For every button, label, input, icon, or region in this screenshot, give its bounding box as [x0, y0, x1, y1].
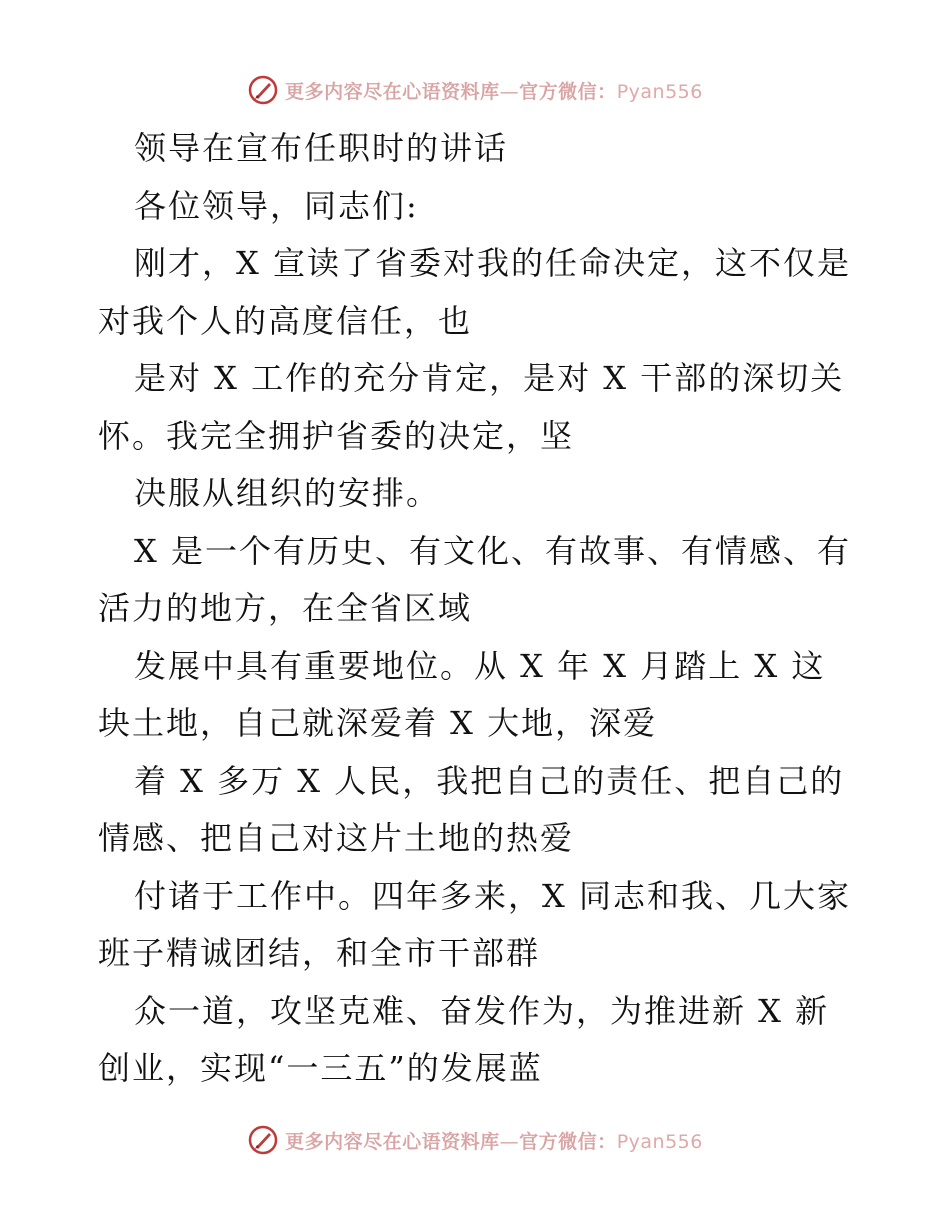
header-watermark	[0, 70, 950, 110]
watermark-wechat-id: Pyan556	[616, 80, 703, 103]
watermark-dash: —	[499, 80, 520, 103]
quill-logo-icon	[247, 1124, 279, 1156]
paragraph-line: 情感、把自己对这片土地的热爱	[98, 819, 575, 857]
paragraph-line: 着 X 多万 X 人民，我把自己的责任、把自己的	[134, 761, 845, 800]
paragraph-line: 对我个人的高度信任，也	[98, 301, 473, 340]
paragraph-line: 是对 X 工作的充分肯定，是对 X 干部的深切关	[134, 359, 845, 397]
quill-logo-icon	[247, 74, 279, 106]
document-body	[98, 120, 858, 1098]
watermark-brand: 更多内容尽在心语资料库	[285, 80, 500, 103]
watermark-brand: 更多内容尽在心语资料库	[285, 1130, 500, 1153]
paragraph-line: 块土地，自己就深爱着 X 大地，深爱	[98, 704, 658, 742]
paragraph-line: 众一道，攻坚克难、奋发作为，为推进新 X 新	[134, 991, 830, 1030]
paragraph-line: 发展中具有重要地位。从 X 年 X 月踏上 X 这	[134, 646, 826, 685]
footer-watermark	[0, 1120, 950, 1160]
watermark-wechat-id: Pyan556	[616, 1130, 703, 1153]
salutation: 各位领导，同志们:	[134, 186, 419, 225]
paragraph-line: 决服从组织的安排。	[134, 474, 441, 512]
watermark-dash: —	[499, 1130, 520, 1153]
document-title: 领导在宣布任职时的讲话	[134, 129, 509, 167]
paragraph-line: 付诸于工作中。四年多来，X 同志和我、几大家	[134, 876, 851, 915]
paragraph-line: 班子精诚团结，和全市干部群	[98, 934, 541, 972]
paragraph-line: 创业，实现“一三五”的发展蓝	[98, 1049, 543, 1087]
paragraph-line: X 是一个有历史、有文化、有故事、有情感、有	[134, 531, 851, 570]
watermark-official: 官方微信：	[519, 80, 617, 103]
watermark-text	[285, 1127, 703, 1154]
paragraph-line: 刚才，X 宣读了省委对我的任命决定，这不仅是	[134, 244, 851, 282]
watermark-text	[285, 77, 703, 104]
paragraph-line: 怀。我完全拥护省委的决定，坚	[98, 416, 575, 455]
paragraph-line: 活力的地方，在全省区域	[98, 589, 473, 627]
watermark-official: 官方微信：	[519, 1130, 617, 1153]
